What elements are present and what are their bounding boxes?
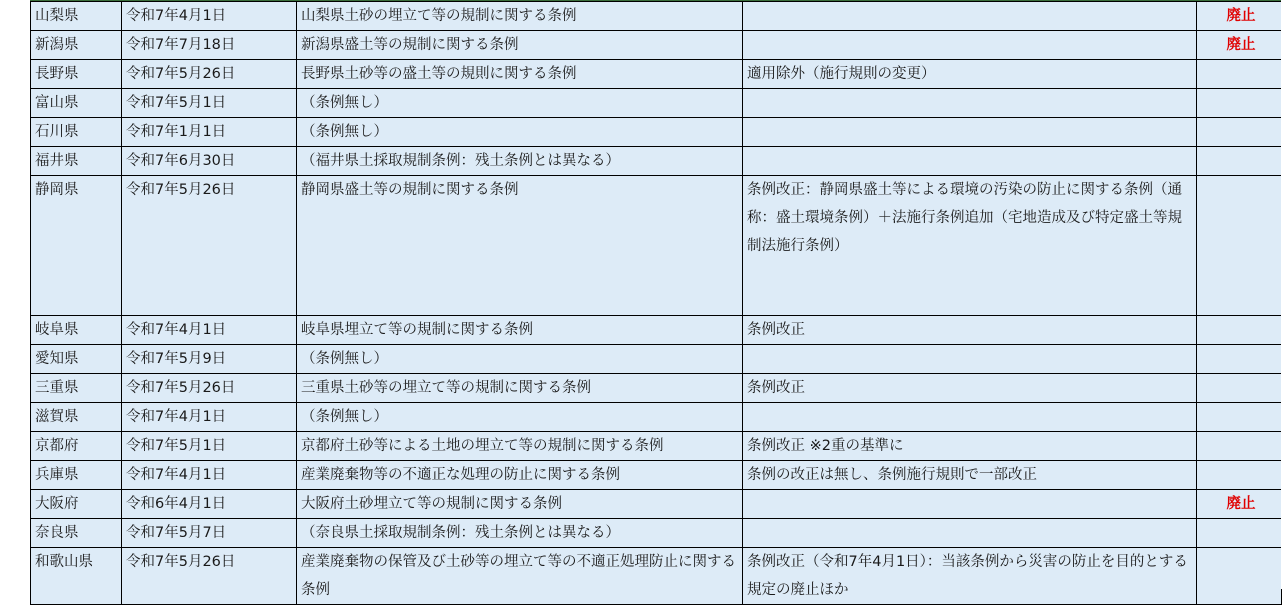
status-cell[interactable] bbox=[1197, 345, 1282, 374]
remarks-cell[interactable]: 条例の改正は無し、条例施行規則で一部改正 bbox=[743, 461, 1197, 490]
status-cell[interactable] bbox=[1197, 461, 1282, 490]
ordinance-table bbox=[30, 1, 1282, 605]
status-cell[interactable] bbox=[1197, 176, 1282, 316]
date-cell[interactable]: 令和7年5月7日 bbox=[122, 519, 297, 548]
ordinance-cell[interactable]: 山梨県土砂の埋立て等の規制に関する条例 bbox=[297, 2, 743, 31]
ordinance-cell[interactable]: （条例無し） bbox=[297, 345, 743, 374]
table-row bbox=[31, 89, 1282, 118]
status-cell[interactable] bbox=[1197, 519, 1282, 548]
prefecture-cell[interactable]: 福井県 bbox=[31, 147, 122, 176]
prefecture-cell[interactable]: 長野県 bbox=[31, 60, 122, 89]
status-cell[interactable] bbox=[1197, 147, 1282, 176]
table-row bbox=[31, 345, 1282, 374]
status-cell[interactable] bbox=[1197, 432, 1282, 461]
status-cell[interactable]: 廃止 bbox=[1197, 490, 1282, 519]
date-cell[interactable]: 令和7年5月26日 bbox=[122, 374, 297, 403]
table-row bbox=[31, 461, 1282, 490]
remarks-cell[interactable]: 条例改正：静岡県盛土等による環境の汚染の防止に関する条例（通称：盛土環境条例）＋法施行条例追加（宅地造成及び特定盛土等規制法施行条例） bbox=[743, 176, 1197, 316]
date-cell[interactable]: 令和6年4月1日 bbox=[122, 490, 297, 519]
ordinance-cell[interactable]: 産業廃棄物の保管及び土砂等の埋立て等の不適正処理防止に関する条例 bbox=[297, 548, 743, 605]
ordinance-cell[interactable]: 岐阜県埋立て等の規制に関する条例 bbox=[297, 316, 743, 345]
table-row bbox=[31, 316, 1282, 345]
date-cell[interactable]: 令和7年4月1日 bbox=[122, 316, 297, 345]
table-row bbox=[31, 60, 1282, 89]
date-cell[interactable]: 令和7年5月26日 bbox=[122, 176, 297, 316]
ordinance-cell[interactable]: 静岡県盛土等の規制に関する条例 bbox=[297, 176, 743, 316]
date-cell[interactable]: 令和7年4月1日 bbox=[122, 461, 297, 490]
date-cell[interactable]: 令和7年4月1日 bbox=[122, 403, 297, 432]
remarks-cell[interactable]: 条例改正 bbox=[743, 316, 1197, 345]
date-cell[interactable]: 令和7年5月9日 bbox=[122, 345, 297, 374]
date-cell[interactable]: 令和7年5月26日 bbox=[122, 548, 297, 605]
prefecture-cell[interactable]: 奈良県 bbox=[31, 519, 122, 548]
ordinance-cell[interactable]: 京都府土砂等による土地の埋立て等の規制に関する条例 bbox=[297, 432, 743, 461]
prefecture-cell[interactable]: 兵庫県 bbox=[31, 461, 122, 490]
date-cell[interactable]: 令和7年5月1日 bbox=[122, 89, 297, 118]
ordinance-cell[interactable]: （条例無し） bbox=[297, 118, 743, 147]
remarks-cell[interactable] bbox=[743, 147, 1197, 176]
remarks-cell[interactable] bbox=[743, 403, 1197, 432]
status-cell[interactable] bbox=[1197, 316, 1282, 345]
remarks-cell[interactable] bbox=[743, 345, 1197, 374]
prefecture-cell[interactable]: 石川県 bbox=[31, 118, 122, 147]
table-row bbox=[31, 31, 1282, 60]
ordinance-cell[interactable]: 大阪府土砂埋立て等の規制に関する条例 bbox=[297, 490, 743, 519]
prefecture-cell[interactable]: 静岡県 bbox=[31, 176, 122, 316]
status-cell[interactable] bbox=[1197, 374, 1282, 403]
prefecture-cell[interactable]: 京都府 bbox=[31, 432, 122, 461]
table-row bbox=[31, 374, 1282, 403]
ordinance-cell[interactable]: （条例無し） bbox=[297, 403, 743, 432]
ordinance-cell[interactable]: 三重県土砂等の埋立て等の規制に関する条例 bbox=[297, 374, 743, 403]
remarks-cell[interactable] bbox=[743, 519, 1197, 548]
prefecture-cell[interactable]: 和歌山県 bbox=[31, 548, 122, 605]
status-cell[interactable]: 廃止 bbox=[1197, 31, 1282, 60]
row-header-gutter bbox=[0, 0, 30, 589]
prefecture-cell[interactable]: 山梨県 bbox=[31, 2, 122, 31]
table-row bbox=[31, 490, 1282, 519]
ordinance-cell[interactable]: （条例無し） bbox=[297, 89, 743, 118]
remarks-cell[interactable] bbox=[743, 31, 1197, 60]
table-row bbox=[31, 432, 1282, 461]
remarks-cell[interactable]: 適用除外（施行規則の変更） bbox=[743, 60, 1197, 89]
remarks-cell[interactable] bbox=[743, 2, 1197, 31]
status-cell[interactable]: 廃止 bbox=[1197, 2, 1282, 31]
table-row bbox=[31, 519, 1282, 548]
status-cell[interactable] bbox=[1197, 118, 1282, 147]
status-cell[interactable] bbox=[1197, 548, 1282, 605]
date-cell[interactable]: 令和7年7月18日 bbox=[122, 31, 297, 60]
remarks-cell[interactable]: 条例改正（令和7年4月1日）：当該条例から災害の防止を目的とする規定の廃止ほか bbox=[743, 548, 1197, 605]
date-cell[interactable]: 令和7年4月1日 bbox=[122, 2, 297, 31]
prefecture-cell[interactable]: 岐阜県 bbox=[31, 316, 122, 345]
remarks-cell[interactable] bbox=[743, 89, 1197, 118]
ordinance-cell[interactable]: （奈良県土採取規制条例：残土条例とは異なる） bbox=[297, 519, 743, 548]
prefecture-cell[interactable]: 滋賀県 bbox=[31, 403, 122, 432]
ordinance-cell[interactable]: 新潟県盛土等の規制に関する条例 bbox=[297, 31, 743, 60]
table-row bbox=[31, 548, 1282, 605]
status-cell[interactable] bbox=[1197, 60, 1282, 89]
remarks-cell[interactable]: 条例改正 bbox=[743, 374, 1197, 403]
table-row bbox=[31, 2, 1282, 31]
date-cell[interactable]: 令和7年6月30日 bbox=[122, 147, 297, 176]
right-edge bbox=[1281, 0, 1285, 589]
prefecture-cell[interactable]: 大阪府 bbox=[31, 490, 122, 519]
date-cell[interactable]: 令和7年5月1日 bbox=[122, 432, 297, 461]
prefecture-cell[interactable]: 三重県 bbox=[31, 374, 122, 403]
prefecture-cell[interactable]: 新潟県 bbox=[31, 31, 122, 60]
ordinance-cell[interactable]: 産業廃棄物等の不適正な処理の防止に関する条例 bbox=[297, 461, 743, 490]
date-cell[interactable]: 令和7年5月26日 bbox=[122, 60, 297, 89]
ordinance-cell[interactable]: 長野県土砂等の盛土等の規則に関する条例 bbox=[297, 60, 743, 89]
prefecture-cell[interactable]: 富山県 bbox=[31, 89, 122, 118]
date-cell[interactable]: 令和7年1月1日 bbox=[122, 118, 297, 147]
remarks-cell[interactable] bbox=[743, 490, 1197, 519]
table-row bbox=[31, 118, 1282, 147]
remarks-cell[interactable] bbox=[743, 118, 1197, 147]
ordinance-cell[interactable]: （福井県土採取規制条例：残土条例とは異なる） bbox=[297, 147, 743, 176]
status-cell[interactable] bbox=[1197, 403, 1282, 432]
remarks-cell[interactable]: 条例改正 ※2重の基準に bbox=[743, 432, 1197, 461]
table-row bbox=[31, 403, 1282, 432]
table-row bbox=[31, 176, 1282, 316]
status-cell[interactable] bbox=[1197, 89, 1282, 118]
table-row bbox=[31, 147, 1282, 176]
prefecture-cell[interactable]: 愛知県 bbox=[31, 345, 122, 374]
